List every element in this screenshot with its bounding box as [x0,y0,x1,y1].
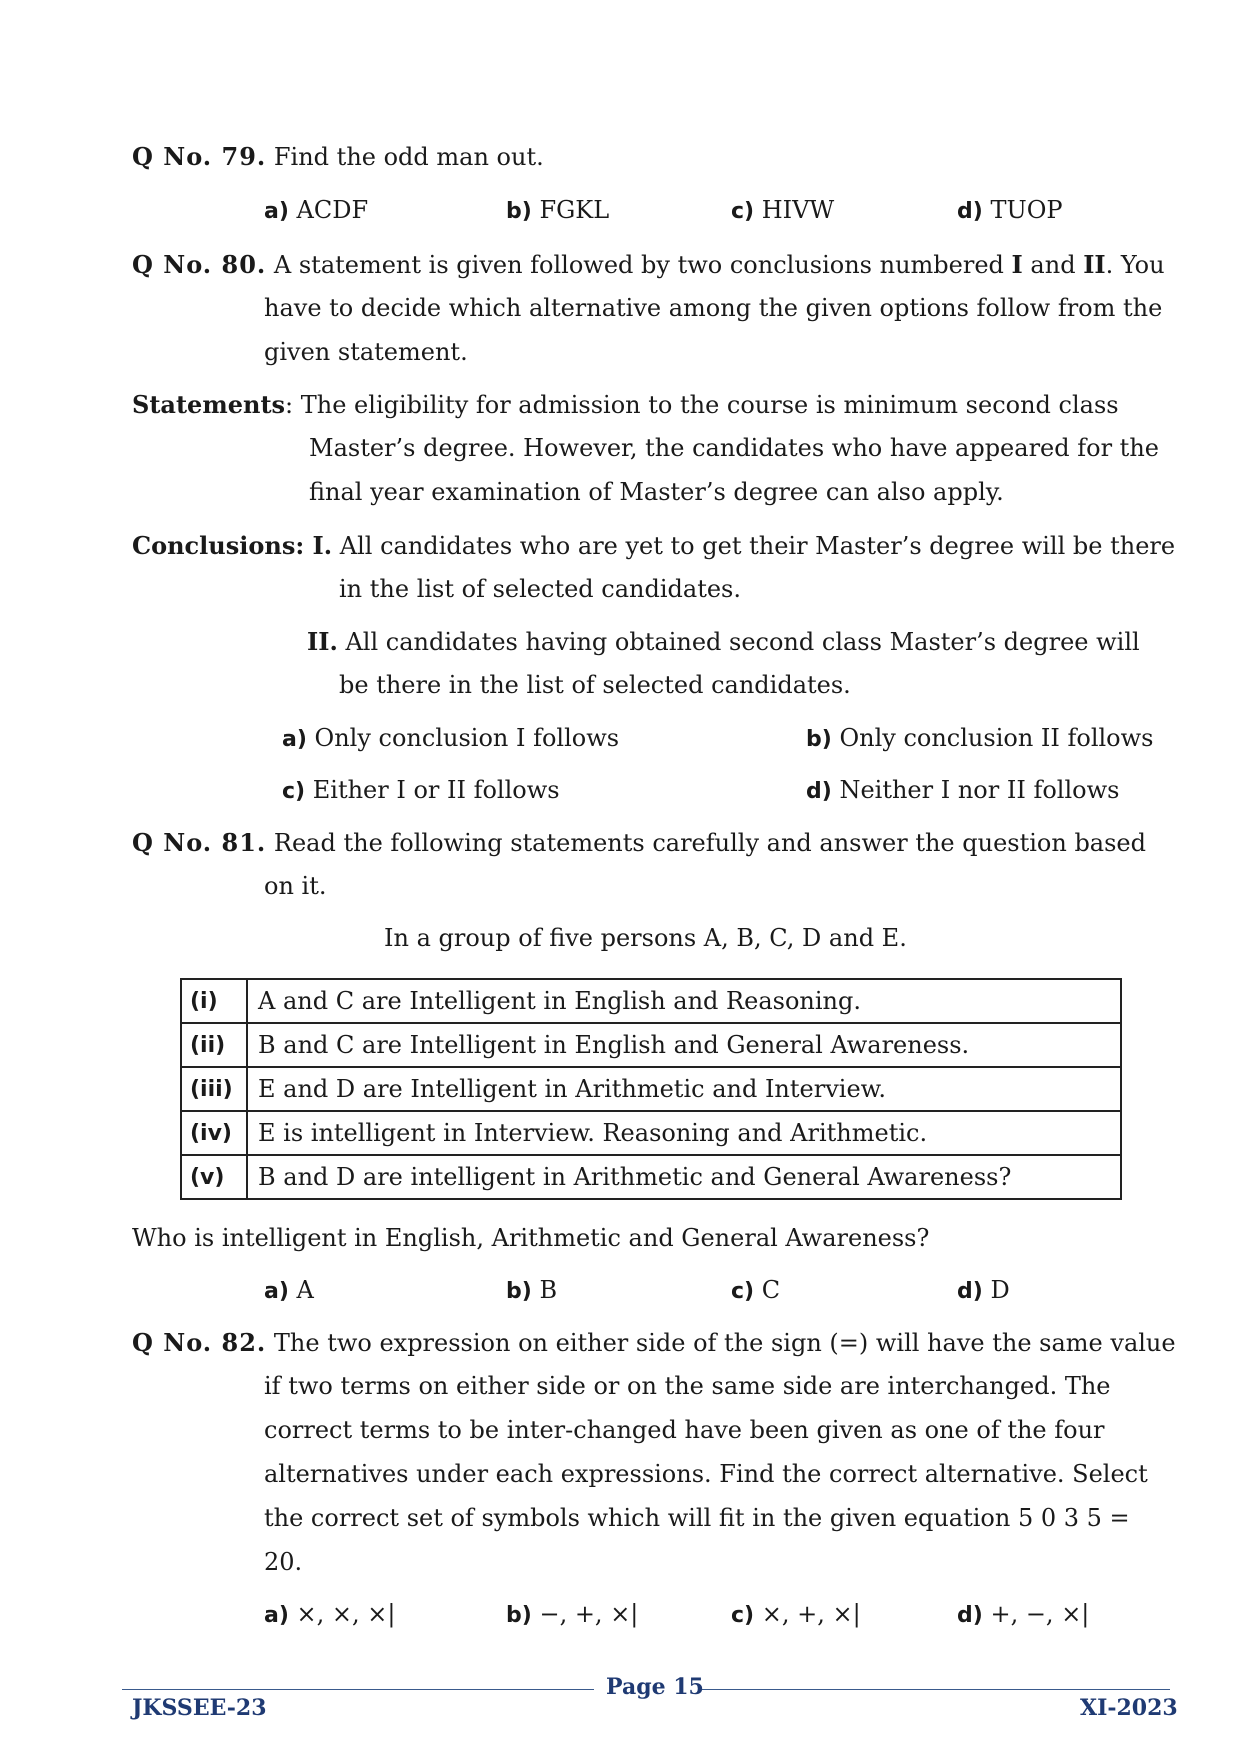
option-letter: c) [731,1603,755,1628]
option-letter: b) [506,199,532,224]
option-text: A [296,1276,314,1304]
conclusion-text: All candidates having obtained second class Master’s degree will [345,628,1140,656]
option-d[interactable] [806,776,1119,804]
footer-right: XI-2023 [1080,1695,1178,1721]
question-81-line1 [132,828,1146,857]
row-number: (iv) [181,1111,247,1155]
option-d[interactable] [957,1276,1010,1304]
option-text: D [990,1276,1010,1304]
question-80-line2: have to decide which alternative among the given options follow from the [264,294,1163,322]
option-text: Either I or II follows [312,776,560,804]
question-text: Find the odd man out. [273,143,544,171]
option-c[interactable] [282,776,560,804]
table-row [181,1111,1121,1155]
statements-line3: final year examination of Master’s degree can also apply. [309,478,1004,506]
option-letter: c) [282,779,306,804]
statements-label: Statements [132,390,286,419]
option-text: C [761,1276,781,1304]
row-number: (i) [181,979,247,1023]
option-letter: a) [264,1279,289,1304]
question-82-line1 [132,1328,1176,1357]
option-b[interactable] [506,1600,638,1628]
question-79 [132,142,544,171]
option-c[interactable] [731,1600,861,1628]
option-text: Only conclusion II follows [839,724,1154,752]
question-text: Read the following statements carefully and answer the question based [273,829,1146,857]
option-a[interactable] [264,1600,395,1628]
question-number: Q No. 82. [132,1328,267,1357]
conclusions-label: Conclusions: I. [132,531,333,560]
option-letter: c) [731,1279,755,1304]
statements-table [180,978,1122,1200]
option-letter: b) [506,1279,532,1304]
conclusion-2-label: II. [307,627,338,656]
question-81-question: Who is intelligent in English, Arithmetic and General Awareness? [132,1224,930,1252]
footer-rule-left [122,1689,594,1690]
question-text: The two expression on either side of the sign (=) will have the same value [273,1329,1176,1357]
row-text: E is intelligent in Interview. Reasoning and Arithmetic. [247,1111,1121,1155]
question-text: A statement is given followed by two conclusions numbered [273,251,1004,279]
option-letter: a) [282,727,307,752]
option-letter: d) [957,1603,983,1628]
page-number: Page 15 [606,1674,704,1700]
question-text: . You [1105,251,1165,279]
option-text: B [539,1276,558,1304]
footer-left: JKSSEE-23 [132,1695,267,1721]
question-81-intro: In a group of five persons A, B, C, D and E. [384,924,907,952]
option-d[interactable] [957,1600,1089,1628]
option-letter: a) [264,199,289,224]
conclusion-text: All candidates who are yet to get their Master’s degree will be there [339,532,1176,560]
table-row [181,1155,1121,1199]
row-number: (v) [181,1155,247,1199]
option-text: Only conclusion I follows [314,724,620,752]
option-letter: d) [957,1279,983,1304]
option-text: +, −, ×| [990,1600,1090,1628]
statement-text: : The eligibility for admission to the course is minimum second class [285,391,1119,419]
option-d[interactable] [957,196,1063,224]
question-80-line1 [132,250,1165,279]
option-text: HIVW [761,196,835,224]
option-a[interactable] [282,724,619,752]
question-82-line6: 20. [264,1548,303,1576]
option-c[interactable] [731,1276,780,1304]
option-text: ×, ×, ×| [296,1600,396,1628]
question-82-line5: the correct set of symbols which will fit in the given equation 5 0 3 5 = [264,1504,1130,1532]
row-number: (iii) [181,1067,247,1111]
option-b[interactable] [506,196,609,224]
option-letter: b) [506,1603,532,1628]
table-row [181,979,1121,1023]
option-text: −, +, ×| [539,1600,639,1628]
conclusion-ref: I [1011,250,1023,279]
option-text: ACDF [296,196,369,224]
row-number: (ii) [181,1023,247,1067]
question-text: and [1030,251,1076,279]
question-82-line3: correct terms to be inter-changed have been given as one of the four [264,1416,1105,1444]
conclusion-ref: II [1083,250,1106,279]
question-number: Q No. 79. [132,142,267,171]
row-text: A and C are Intelligent in English and Reasoning. [247,979,1121,1023]
option-letter: c) [731,199,755,224]
conclusion-1-line1 [132,531,1175,560]
footer-rule-right [700,1689,1170,1690]
question-number: Q No. 80. [132,250,267,279]
question-80-line3: given statement. [264,338,468,366]
option-b[interactable] [506,1276,557,1304]
option-text: Neither I nor II follows [839,776,1120,804]
option-a[interactable] [264,196,368,224]
option-letter: b) [806,727,832,752]
question-82-line4: alternatives under each expressions. Find the correct alternative. Select [264,1460,1148,1488]
statements-line1 [132,390,1119,419]
table-row [181,1067,1121,1111]
conclusion-1-line2: in the list of selected candidates. [339,575,741,603]
option-letter: a) [264,1603,289,1628]
conclusion-2-line2: be there in the list of selected candidates. [339,671,851,699]
row-text: B and C are Intelligent in English and General Awareness. [247,1023,1121,1067]
option-text: FGKL [539,196,610,224]
conclusion-2-line1 [307,627,1140,656]
option-text: TUOP [990,196,1063,224]
question-82-line2: if two terms on either side or on the same side are interchanged. The [264,1372,1111,1400]
option-letter: d) [806,779,832,804]
option-letter: d) [957,199,983,224]
question-81-line2: on it. [264,872,327,900]
table-row [181,1023,1121,1067]
statements-line2: Master’s degree. However, the candidates who have appeared for the [309,434,1159,462]
row-text: E and D are Intelligent in Arithmetic and Interview. [247,1067,1121,1111]
option-c[interactable] [731,196,834,224]
option-b[interactable] [806,724,1153,752]
option-a[interactable] [264,1276,314,1304]
row-text: B and D are intelligent in Arithmetic and General Awareness? [247,1155,1121,1199]
option-text: ×, +, ×| [761,1600,861,1628]
question-number: Q No. 81. [132,828,267,857]
